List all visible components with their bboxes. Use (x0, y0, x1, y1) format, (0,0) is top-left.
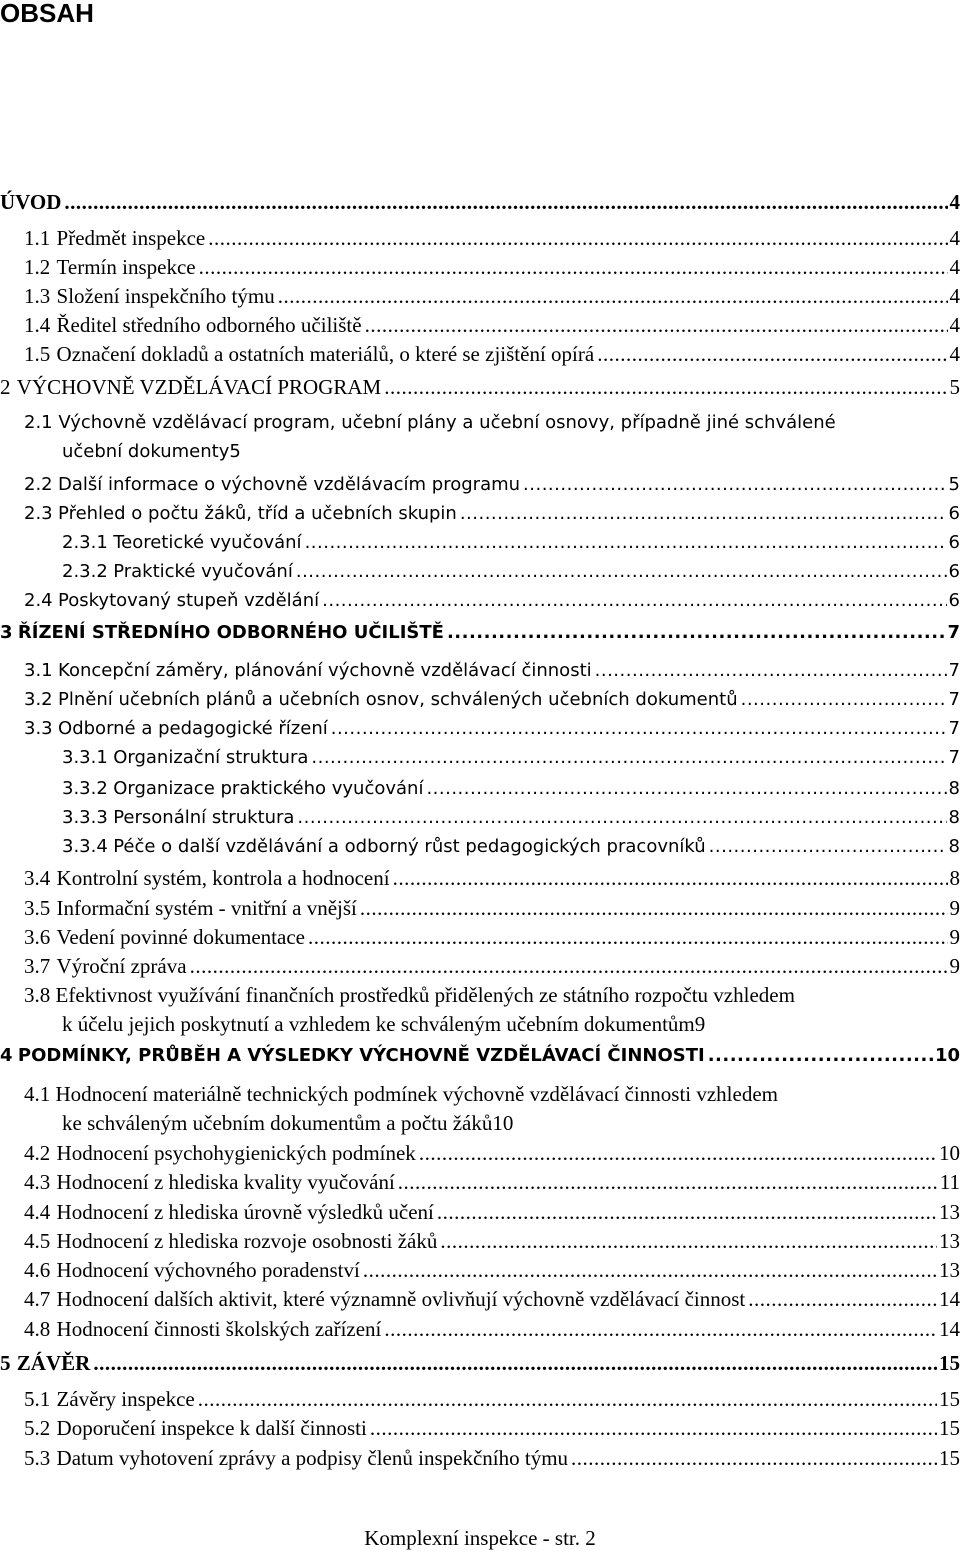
toc-dot-leader (360, 896, 948, 921)
toc-dot-leader (426, 778, 946, 799)
toc-entry-title: Poskytovaný stupeň vzdělání (58, 590, 320, 611)
toc-dot-leader (709, 836, 947, 857)
toc-page-number: 9 (694, 1012, 706, 1036)
toc-entry-title: Hodnocení činnosti školských zařízení (56, 1317, 382, 1341)
toc-page-number: 7 (948, 689, 960, 710)
toc-entry-number: 3.3.4 (62, 836, 108, 857)
toc-entry-number: 3.4 (24, 866, 51, 890)
toc-entry[interactable] (62, 532, 960, 553)
toc-entry-number: 5.1 (24, 1387, 51, 1411)
toc-page-number: 6 (948, 590, 960, 611)
toc-page-number: 5 (949, 375, 960, 399)
toc-entry-number: 3.6 (24, 925, 51, 949)
toc-entry[interactable] (24, 983, 795, 1008)
toc-page-number: 11 (939, 1170, 960, 1194)
toc-entry-title: Výchovně vzdělávací program, učební plány a učební osnovy, případně jiné schválené (58, 412, 836, 433)
toc-entry-title-continued: ke schváleným učebním dokumentům a počtu žáků (62, 1111, 493, 1135)
toc-page-number: 4 (949, 226, 960, 250)
toc-page-number: 15 (939, 1387, 960, 1411)
toc-entry-title: Hodnocení z hlediska kvality vyučování (56, 1170, 395, 1194)
toc-page-number: 10 (939, 1141, 960, 1165)
toc-page-number: 9 (949, 954, 960, 978)
toc-page-number: 4 (949, 284, 960, 308)
toc-entry-number: 4 (0, 1045, 13, 1066)
toc-page-number: 5 (948, 474, 960, 495)
toc-entry[interactable] (24, 1287, 960, 1312)
toc-entry-number: 2.3.1 (62, 532, 108, 553)
toc-dot-leader (305, 532, 947, 553)
toc-dot-leader (198, 1387, 937, 1412)
toc-dot-leader (437, 1200, 937, 1225)
toc-page-number: 8 (948, 807, 960, 828)
toc-entry[interactable] (24, 590, 960, 611)
toc-entry-title: Hodnocení psychohygienických podmínek (56, 1141, 416, 1165)
toc-entry-number: 1.5 (24, 342, 51, 366)
toc-entry-number: 3.3 (24, 718, 53, 739)
toc-page-number: 14 (939, 1317, 960, 1341)
toc-dot-leader (523, 474, 947, 495)
toc-page-number: 7 (948, 747, 960, 768)
toc-entry-number: 1.3 (24, 284, 51, 308)
toc-dot-leader (365, 313, 948, 338)
toc-entry-title: Hodnocení dalších aktivit, které významně ovlivňují výchovně vzdělávací činnost (56, 1287, 746, 1311)
toc-entry-title: Praktické vyučování (113, 561, 293, 582)
toc-dot-leader (393, 866, 948, 891)
toc-dot-leader (384, 375, 947, 400)
toc-entry-number: 3.7 (24, 954, 51, 978)
toc-entry-title: Hodnocení výchovného poradenství (56, 1258, 360, 1282)
toc-entry-continuation[interactable] (62, 1111, 960, 1136)
toc-entry-title: Vedení povinné dokumentace (56, 925, 305, 949)
toc-entry-title: ŘÍZENÍ STŘEDNÍHO ODBORNÉHO UČILIŠTĚ (17, 622, 444, 643)
toc-entry[interactable] (24, 1141, 960, 1166)
toc-entry-number: 3 (0, 622, 13, 643)
toc-entry-number: 3.8 (24, 983, 51, 1007)
toc-entry-title: Označení dokladů a ostatních materiálů, o které se zjištění opírá (56, 342, 595, 366)
toc-dot-leader (190, 954, 948, 979)
toc-entry-number: 3.1 (24, 660, 53, 681)
toc-entry-title: Personální struktura (113, 807, 295, 828)
toc-entry-number: 1.4 (24, 313, 51, 337)
toc-page-number: 7 (948, 660, 960, 681)
toc-dot-leader (419, 1141, 937, 1166)
toc-dot-leader (370, 1416, 937, 1441)
toc-dot-leader (199, 255, 948, 280)
toc-dot-leader (278, 284, 948, 309)
toc-page-number: 10 (934, 1045, 960, 1066)
toc-entry-title: Závěry inspekce (56, 1387, 195, 1411)
toc-entry[interactable] (24, 954, 960, 979)
toc-page-number: 6 (948, 503, 960, 524)
toc-entry-title: Organizace praktického vyučování (113, 778, 424, 799)
toc-dot-leader (595, 660, 947, 681)
toc-entry[interactable] (24, 660, 960, 681)
toc-entry[interactable] (24, 474, 960, 495)
toc-entry-number: 4.7 (24, 1287, 51, 1311)
toc-entry-number: 2.3 (24, 503, 53, 524)
toc-entry[interactable] (24, 866, 960, 891)
toc-entry[interactable] (24, 1082, 778, 1107)
toc-entry[interactable] (24, 1317, 960, 1342)
toc-dot-leader (384, 1317, 937, 1342)
toc-entry-number: 5.2 (24, 1416, 51, 1440)
toc-dot-leader (748, 1287, 937, 1312)
toc-entry[interactable] (24, 1200, 960, 1225)
toc-page-number: 8 (948, 836, 960, 857)
toc-page-number: 10 (492, 1111, 514, 1135)
toc-page-number: 7 (947, 622, 960, 643)
toc-page-number: 6 (948, 561, 960, 582)
toc-entry-title: Termín inspekce (56, 255, 196, 279)
toc-entry-title: Hodnocení z hlediska rozvoje osobnosti žáků (56, 1229, 438, 1253)
toc-dot-leader (440, 1229, 937, 1254)
toc-dot-leader (297, 807, 946, 828)
toc-entry[interactable] (24, 313, 960, 338)
toc-entry[interactable] (24, 896, 960, 921)
toc-entry-continuation[interactable] (62, 1012, 960, 1037)
toc-entry-number: 1.2 (24, 255, 51, 279)
toc-entry-number: 4.2 (24, 1141, 51, 1165)
toc-entry[interactable] (0, 190, 960, 215)
toc-entry-number: 4.4 (24, 1200, 51, 1224)
toc-entry-number: 4.5 (24, 1229, 51, 1253)
toc-entry-number: 2 (0, 375, 11, 399)
toc-entry[interactable] (62, 778, 960, 799)
toc-entry-title: ZÁVĚR (16, 1351, 91, 1375)
toc-page-number: 13 (939, 1229, 960, 1253)
toc-entry[interactable] (24, 1416, 960, 1441)
toc-entry-title: Teoretické vyučování (113, 532, 302, 553)
toc-dot-leader (311, 747, 946, 768)
toc-entry-number: 2.1 (24, 412, 53, 433)
toc-entry-title: Koncepční záměry, plánování výchovně vzdělávací činnosti (58, 660, 592, 681)
toc-entry[interactable] (0, 375, 960, 400)
toc-page-number: 15 (939, 1446, 960, 1470)
toc-entry[interactable] (24, 255, 960, 280)
toc-entry-title: Hodnocení z hlediska úrovně výsledků učení (56, 1200, 434, 1224)
toc-dot-leader (571, 1446, 937, 1471)
toc-entry-title: Výroční zpráva (56, 954, 187, 978)
toc-entry[interactable] (24, 1258, 960, 1283)
toc-dot-leader (597, 342, 947, 367)
toc-entry-number: 5 (0, 1351, 11, 1375)
toc-page-number: 5 (229, 441, 241, 462)
toc-entry-title: Datum vyhotovení zprávy a podpisy členů inspekčního týmu (56, 1446, 569, 1470)
toc-entry[interactable] (24, 1170, 960, 1195)
toc-dot-leader (460, 503, 947, 524)
toc-page-number: 14 (939, 1287, 960, 1311)
toc-entry[interactable] (24, 342, 960, 367)
toc-entry-title: Informační systém - vnitřní a vnější (56, 896, 357, 920)
toc-entry-title-continued: k účelu jejich poskytnutí a vzhledem ke schváleným učebním dokumentům (62, 1012, 695, 1036)
toc-entry-title: Kontrolní systém, kontrola a hodnocení (56, 866, 390, 890)
toc-entry-title: Péče o další vzdělávání a odborný růst pedagogických pracovníků (113, 836, 706, 857)
toc-entry[interactable] (24, 1446, 960, 1471)
toc-entry-title: Doporučení inspekce k další činnosti (56, 1416, 367, 1440)
toc-entry-number: 4.6 (24, 1258, 51, 1282)
toc-entry-number: 3.2 (24, 689, 53, 710)
toc-entry-number: 1.1 (24, 226, 51, 250)
toc-entry-number: 4.8 (24, 1317, 51, 1341)
toc-entry-title: Ředitel středního odborného učiliště (56, 313, 362, 337)
toc-entry[interactable] (62, 807, 960, 828)
toc-entry[interactable] (0, 1351, 960, 1376)
toc-page-number: 13 (939, 1200, 960, 1224)
toc-entry-number: 3.3.1 (62, 747, 108, 768)
toc-dot-leader (296, 561, 947, 582)
toc-entry-title: Organizační struktura (113, 747, 309, 768)
toc-entry-title: Efektivnost využívání finančních prostředků přidělených ze státního rozpočtu vzhledem (55, 983, 795, 1007)
toc-entry-title: Další informace o výchovně vzdělávacím programu (58, 474, 521, 495)
toc-entry[interactable] (24, 412, 836, 433)
toc-entry[interactable] (24, 1387, 960, 1412)
toc-entry-number: 3.3.3 (62, 807, 108, 828)
toc-entry-number: 4.1 (24, 1082, 51, 1106)
toc-entry-number: 4.3 (24, 1170, 51, 1194)
toc-entry-title: Přehled o počtu žáků, tříd a učebních skupin (58, 503, 457, 524)
toc-entry-number: 5.3 (24, 1446, 51, 1470)
toc-page-number: 9 (949, 896, 960, 920)
toc-entry[interactable] (0, 622, 960, 643)
toc-dot-leader (708, 1045, 933, 1066)
toc-entry[interactable] (24, 1229, 960, 1254)
toc-page-number: 9 (949, 925, 960, 949)
toc-dot-leader (447, 622, 946, 643)
toc-entry-title: ÚVOD (0, 190, 62, 214)
toc-page-number: 13 (939, 1258, 960, 1282)
toc-entry[interactable] (24, 718, 960, 739)
toc-entry[interactable] (24, 689, 960, 710)
toc-entry-number: 3.5 (24, 896, 51, 920)
toc-entry-number: 2.2 (24, 474, 53, 495)
toc-dot-leader (331, 718, 947, 739)
toc-entry[interactable] (24, 284, 960, 309)
toc-entry-title: Odborné a pedagogické řízení (58, 718, 328, 739)
toc-entry-title: Předmět inspekce (56, 226, 206, 250)
toc-entry-title: Hodnocení materiálně technických podmínek výchovně vzdělávací činnosti vzhledem (55, 1082, 778, 1106)
toc-page-number: 8 (948, 778, 960, 799)
toc-dot-leader (93, 1351, 937, 1376)
toc-entry-number: 2.3.2 (62, 561, 108, 582)
toc-entry[interactable] (62, 747, 960, 768)
toc-entry-title: PODMÍNKY, PRŮBĚH A VÝSLEDKY VÝCHOVNĚ VZDĚLÁVACÍ ČINNOSTI (17, 1045, 705, 1066)
toc-page-number: 15 (939, 1351, 960, 1375)
toc-page-number: 6 (948, 532, 960, 553)
toc-page-number: 4 (949, 313, 960, 337)
toc-entry-number: 2.4 (24, 590, 53, 611)
toc-page-number: 15 (939, 1416, 960, 1440)
toc-dot-leader (398, 1170, 938, 1195)
toc-dot-leader (308, 925, 948, 950)
toc-page-number: 8 (949, 866, 960, 890)
toc-entry-continuation[interactable] (62, 441, 960, 462)
toc-entry-title: VÝCHOVNĚ VZDĚLÁVACÍ PROGRAM (16, 375, 382, 399)
toc-page-number: 4 (949, 255, 960, 279)
page-title: OBSAH (0, 0, 94, 28)
toc-page-number: 4 (949, 342, 960, 366)
toc-entry[interactable] (62, 836, 960, 857)
toc-dot-leader (208, 226, 947, 251)
toc-entry[interactable] (24, 503, 960, 524)
toc-dot-leader (363, 1258, 937, 1283)
toc-page-number: 7 (948, 718, 960, 739)
toc-entry[interactable] (24, 925, 960, 950)
toc-dot-leader (741, 689, 947, 710)
toc-entry-title: Složení inspekčního týmu (56, 284, 275, 308)
toc-dot-leader (322, 590, 946, 611)
toc-entry-title: Plnění učebních plánů a učebních osnov, schválených učebních dokumentů (58, 689, 738, 710)
page-footer: Komplexní inspekce - str. 2 (364, 1526, 596, 1550)
toc-entry[interactable] (24, 226, 960, 251)
toc-entry-title-continued: učební dokumenty (62, 441, 230, 462)
toc-entry[interactable] (0, 1045, 960, 1066)
toc-entry-number: 3.3.2 (62, 778, 108, 799)
toc-page-number: 4 (949, 190, 960, 214)
toc-entry[interactable] (62, 561, 960, 582)
toc-dot-leader (64, 190, 947, 215)
